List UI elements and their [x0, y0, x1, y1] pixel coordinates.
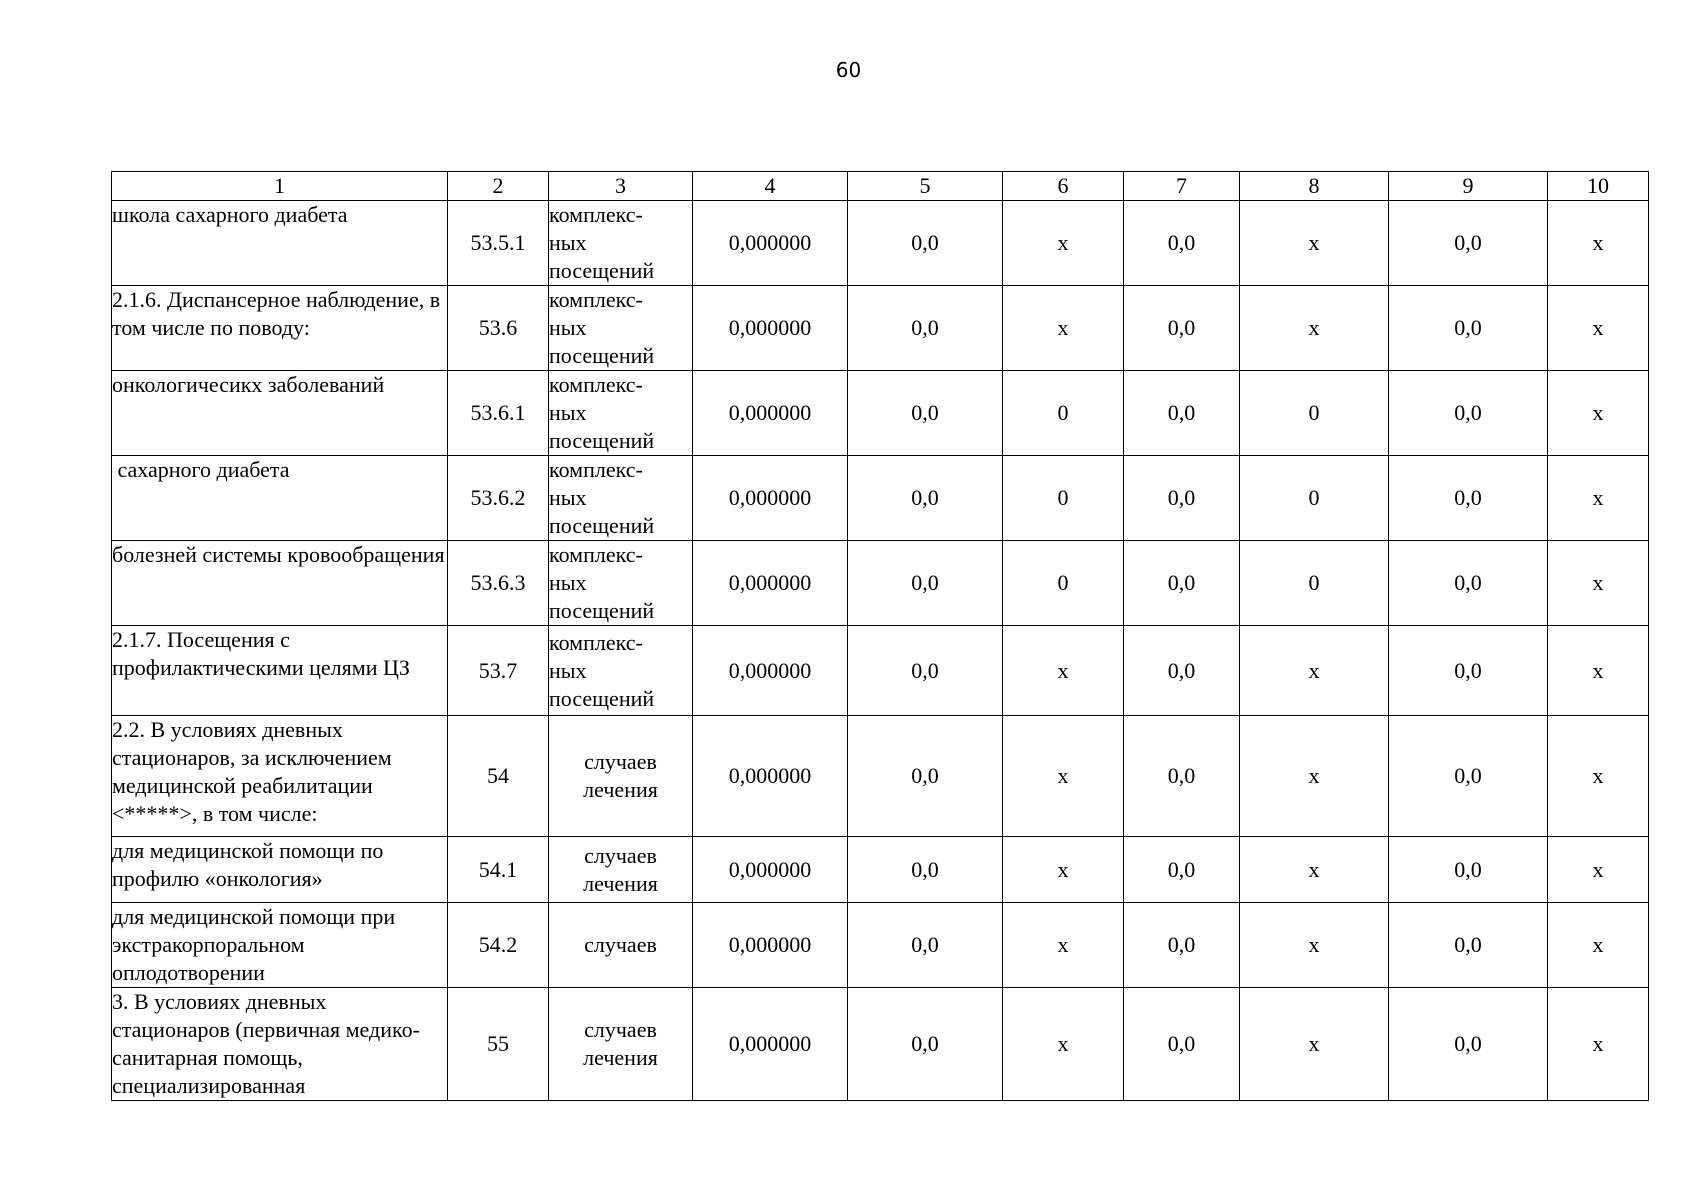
column-header-3: 3 [549, 172, 693, 201]
cell-col8: х [1240, 988, 1389, 1101]
row-code: 53.6 [448, 286, 549, 371]
cell-col9: 0,0 [1389, 201, 1548, 286]
row-name: 2.1.7. Посещения с профилактическими целями ЦЗ [112, 626, 448, 716]
cell-col8: х [1240, 286, 1389, 371]
cell-col10: х [1548, 837, 1649, 903]
cell-col4: 0,000000 [693, 903, 848, 988]
row-unit: случаев лечения [549, 988, 693, 1101]
header-row [112, 172, 1649, 201]
row-code: 54.1 [448, 837, 549, 903]
table-row [112, 716, 1649, 837]
cell-col6: х [1003, 201, 1124, 286]
cell-col4: 0,000000 [693, 716, 848, 837]
table-row [112, 541, 1649, 626]
cell-col4: 0,000000 [693, 626, 848, 716]
column-header-4: 4 [693, 172, 848, 201]
cell-col4: 0,000000 [693, 201, 848, 286]
column-header-2: 2 [448, 172, 549, 201]
cell-col9: 0,0 [1389, 903, 1548, 988]
column-header-8: 8 [1240, 172, 1389, 201]
cell-col4: 0,000000 [693, 456, 848, 541]
column-header-9: 9 [1389, 172, 1548, 201]
cell-col5: 0,0 [848, 716, 1003, 837]
cell-col4: 0,000000 [693, 286, 848, 371]
table-row [112, 456, 1649, 541]
row-code: 55 [448, 988, 549, 1101]
row-code: 53.6.2 [448, 456, 549, 541]
row-name: 3. В условиях дневных стационаров (первичная медико-санитарная помощь, специализированная [112, 988, 448, 1101]
cell-col9: 0,0 [1389, 988, 1548, 1101]
row-unit: случаев лечения [549, 837, 693, 903]
cell-col6: х [1003, 988, 1124, 1101]
cell-col9: 0,0 [1389, 541, 1548, 626]
cell-col5: 0,0 [848, 626, 1003, 716]
row-code: 53.7 [448, 626, 549, 716]
row-code: 54.2 [448, 903, 549, 988]
cell-col10: х [1548, 626, 1649, 716]
row-code: 53.5.1 [448, 201, 549, 286]
cell-col5: 0,0 [848, 988, 1003, 1101]
cell-col5: 0,0 [848, 371, 1003, 456]
cell-col9: 0,0 [1389, 626, 1548, 716]
cell-col7: 0,0 [1124, 837, 1240, 903]
cell-col6: х [1003, 626, 1124, 716]
row-unit: комплекс- ных посещений [549, 541, 693, 626]
cell-col4: 0,000000 [693, 541, 848, 626]
cell-col10: х [1548, 371, 1649, 456]
cell-col9: 0,0 [1389, 286, 1548, 371]
column-header-6: 6 [1003, 172, 1124, 201]
cell-col5: 0,0 [848, 201, 1003, 286]
row-unit: случаев лечения [549, 716, 693, 837]
cell-col7: 0,0 [1124, 903, 1240, 988]
row-unit: комплекс- ных посещений [549, 371, 693, 456]
cell-col6: х [1003, 837, 1124, 903]
row-name: для медицинской помощи по профилю «онкология» [112, 837, 448, 903]
row-unit: комплекс- ных посещений [549, 626, 693, 716]
row-name: 2.2. В условиях дневных стационаров, за исключением медицинской реабилитации <*****>, в том числе: [112, 716, 448, 837]
cell-col7: 0,0 [1124, 456, 1240, 541]
cell-col6: х [1003, 286, 1124, 371]
row-name: онкологичесикх заболеваний [112, 371, 448, 456]
cell-col7: 0,0 [1124, 626, 1240, 716]
cell-col9: 0,0 [1389, 716, 1548, 837]
row-name: 2.1.6. Диспансерное наблюдение, в том числе по поводу: [112, 286, 448, 371]
table-row [112, 903, 1649, 988]
cell-col10: х [1548, 456, 1649, 541]
cell-col5: 0,0 [848, 286, 1003, 371]
page-number: 60 [835, 58, 862, 82]
cell-col6: 0 [1003, 541, 1124, 626]
cell-col10: х [1548, 541, 1649, 626]
cell-col4: 0,000000 [693, 837, 848, 903]
cell-col9: 0,0 [1389, 456, 1548, 541]
cell-col7: 0,0 [1124, 988, 1240, 1101]
table-row [112, 837, 1649, 903]
cell-col5: 0,0 [848, 837, 1003, 903]
row-unit: комплекс- ных посещений [549, 456, 693, 541]
cell-col5: 0,0 [848, 541, 1003, 626]
column-header-5: 5 [848, 172, 1003, 201]
cell-col9: 0,0 [1389, 837, 1548, 903]
cell-col10: х [1548, 716, 1649, 837]
cell-col8: х [1240, 716, 1389, 837]
row-unit: комплекс- ных посещений [549, 286, 693, 371]
row-code: 54 [448, 716, 549, 837]
row-name: болезней системы кровообращения [112, 541, 448, 626]
cell-col8: х [1240, 626, 1389, 716]
cell-col7: 0,0 [1124, 201, 1240, 286]
cell-col10: х [1548, 988, 1649, 1101]
row-code: 53.6.1 [448, 371, 549, 456]
cell-col6: 0 [1003, 371, 1124, 456]
table-row [112, 286, 1649, 371]
column-header-7: 7 [1124, 172, 1240, 201]
table-row [112, 626, 1649, 716]
cell-col10: х [1548, 286, 1649, 371]
row-code: 53.6.3 [448, 541, 549, 626]
cell-col5: 0,0 [848, 903, 1003, 988]
cell-col5: 0,0 [848, 456, 1003, 541]
cell-col8: х [1240, 837, 1389, 903]
row-unit: комплекс- ных посещений [549, 201, 693, 286]
row-unit: случаев [549, 903, 693, 988]
cell-col8: х [1240, 201, 1389, 286]
row-name: для медицинской помощи при экстракорпоральном оплодотворении [112, 903, 448, 988]
cell-col8: 0 [1240, 456, 1389, 541]
row-name: сахарного диабета [112, 456, 448, 541]
column-header-10: 10 [1548, 172, 1649, 201]
cell-col6: х [1003, 716, 1124, 837]
row-name: школа сахарного диабета [112, 201, 448, 286]
table-row [112, 988, 1649, 1101]
cell-col4: 0,000000 [693, 371, 848, 456]
cell-col7: 0,0 [1124, 286, 1240, 371]
cell-col10: х [1548, 903, 1649, 988]
data-table [111, 171, 1649, 1101]
cell-col9: 0,0 [1389, 371, 1548, 456]
cell-col10: х [1548, 201, 1649, 286]
column-header-1: 1 [112, 172, 448, 201]
cell-col7: 0,0 [1124, 371, 1240, 456]
cell-col8: 0 [1240, 371, 1389, 456]
cell-col8: х [1240, 903, 1389, 988]
cell-col6: 0 [1003, 456, 1124, 541]
cell-col6: х [1003, 903, 1124, 988]
table-row [112, 371, 1649, 456]
table-row [112, 201, 1649, 286]
cell-col7: 0,0 [1124, 716, 1240, 837]
cell-col4: 0,000000 [693, 988, 848, 1101]
cell-col7: 0,0 [1124, 541, 1240, 626]
cell-col8: 0 [1240, 541, 1389, 626]
